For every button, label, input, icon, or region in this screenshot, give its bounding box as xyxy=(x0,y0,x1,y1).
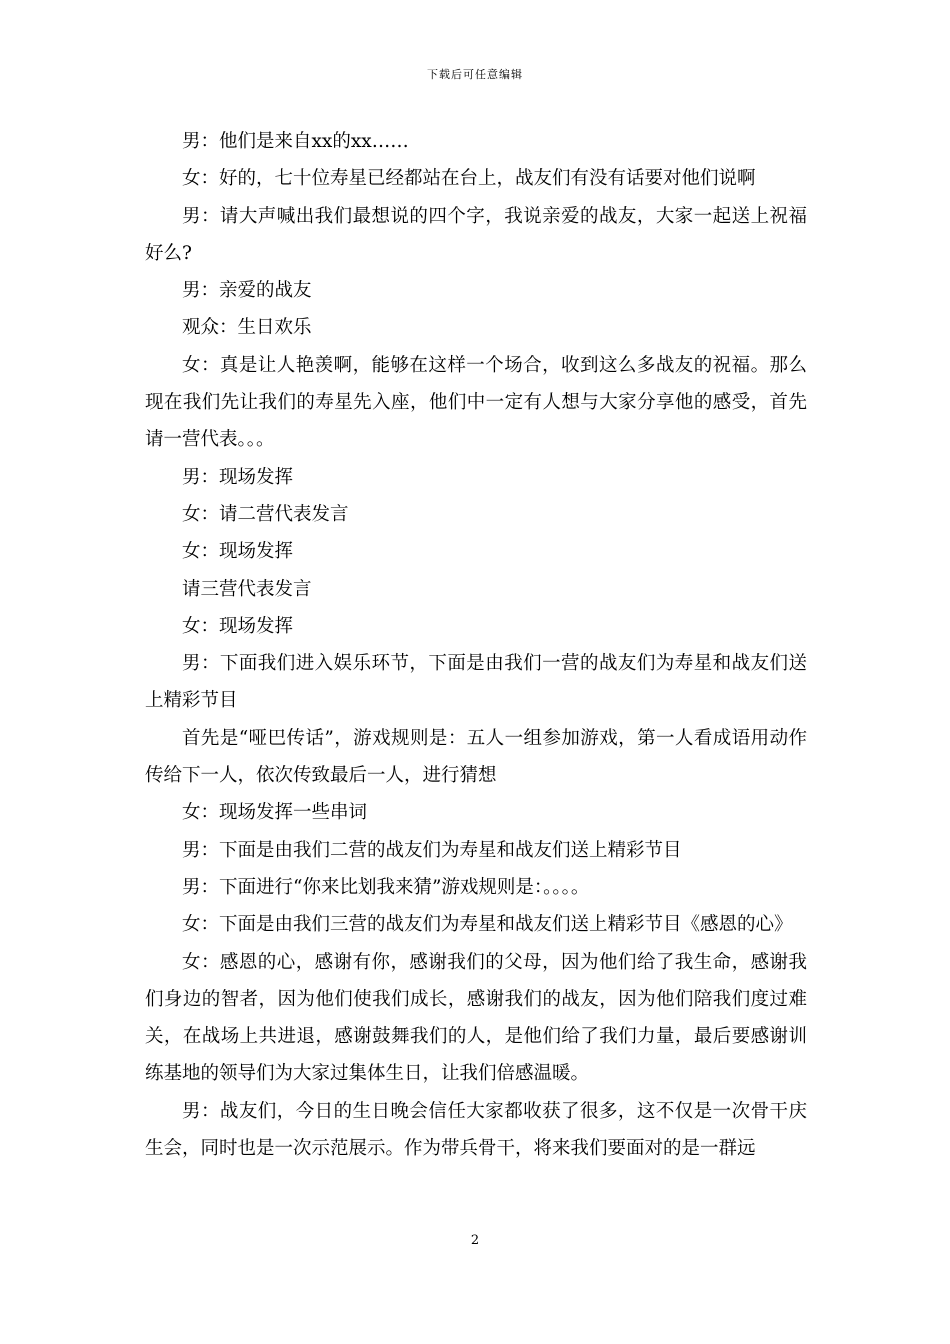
paragraph: 女：现场发挥 xyxy=(182,615,294,637)
paragraph: 首先是“哑巴传话”，游戏规则是：五人一组参加游戏，第一人看成语用动作传给下一人，依次传致最后一人，进行猜想 xyxy=(145,727,807,787)
paragraph: 女：下面是由我们三营的战友们为寿星和战友们送上精彩节目《感恩的心》 xyxy=(182,914,793,936)
paragraph: 女：请二营代表发言 xyxy=(182,503,349,525)
paragraph: 男：下面是由我们二营的战友们为寿星和战友们送上精彩节目 xyxy=(182,839,682,861)
paragraph: 男：下面我们进入娱乐环节，下面是由我们一营的战友们为寿星和战友们送上精彩节目 xyxy=(145,653,807,712)
paragraph: 女：现场发挥 xyxy=(182,541,294,563)
paragraph: 女：好的，七十位寿星已经都站在台上，战友们有没有话要对他们说啊 xyxy=(182,168,756,190)
document-body xyxy=(145,123,807,1167)
paragraph: 男：下面进行“你来比划我来猜”游戏规则是：。。。。 xyxy=(182,876,590,898)
page-number: 2 xyxy=(470,1233,480,1248)
paragraph: 观众：生日欢乐 xyxy=(182,317,312,339)
paragraph: 男：请大声喊出我们最想说的四个字，我说亲爱的战友，大家一起送上祝福好么? xyxy=(145,205,807,264)
paragraph: 男：他们是来自xx的xx…… xyxy=(182,131,409,152)
paragraph: 男：现场发挥 xyxy=(182,466,294,488)
paragraph: 男：战友们，今日的生日晚会信任大家都收获了很多，这不仅是一次骨干庆生会，同时也是一次示范展示。作为带兵骨干，将来我们要面对的是一群远 xyxy=(145,1100,807,1160)
paragraph: 女：感恩的心，感谢有你，感谢我们的父母，因为他们给了我生命，感谢我们身边的智者，因为他们使我们成长，感谢我们的战友，因为他们陪我们度过难关，在战场上共进退，感谢鼓舞我们的人，是他们给了我们力量，最后要感谢训练基地的领导们为大家过集体生日，让我们倍感温暖。 xyxy=(145,951,807,1085)
page-header: 下载后可任意编辑 xyxy=(427,68,523,81)
paragraph: 女：真是让人艳羡啊，能够在这样一个场合，收到这么多战友的祝福。那么现在我们先让我们的寿星先入座，他们中一定有人想与大家分享他的感受，首先请一营代表。。。 xyxy=(145,354,807,451)
paragraph: 男：亲爱的战友 xyxy=(182,280,312,302)
paragraph: 请三营代表发言 xyxy=(182,578,312,600)
paragraph: 女：现场发挥一些串词 xyxy=(182,802,368,824)
